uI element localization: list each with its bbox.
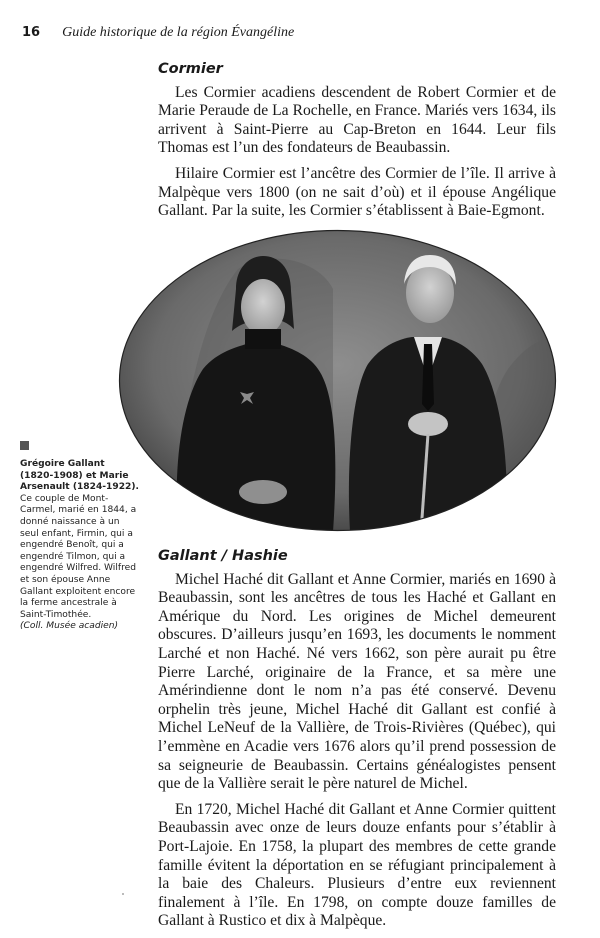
- section-heading-gallant: Gallant / Hashie: [158, 548, 288, 564]
- photo-caption: [20, 441, 140, 633]
- caption-title: Grégoire Gallant (1820-1908) et Marie Arsenault (1824-1922).: [20, 459, 139, 493]
- running-head: [22, 25, 294, 41]
- paragraph: Michel Haché dit Gallant et Anne Cormier, mariés en 1690 à Beaubassin, sont les ancêtres de tous les Haché et Gallant en Amérique du Nord. Les origines de Michel demeurent obscures. D’ailleurs jusqu’en 1693, les documents le nomment Larché et non Haché. Né vers 1662, son père aurait pu être Pierre Larché, originaire de la France, et sa mère une Amérindienne dont le nom n’a pas été conservé. Devenu orphelin très jeune, Michel Haché dit Gallant est confié à Michel LeNeuf de la Vallière, de Trois-Rivières (Québec), qui l’emmène en Acadie vers 1676 alors qu’il prend possession de sa seigneurie de Beaubassin. Certains généalogistes pensent que de la Vallière serait le père naturel de Michel.: [158, 570, 556, 793]
- caption-marker: [20, 441, 29, 450]
- paragraph: Hilaire Cormier est l’ancêtre des Cormier de l’île. Il arrive à Malpèque vers 1800 (on ne sait d’où) et il épouse Angélique Gallant. Par la suite, les Cormier s’établissent à Baie-Egmont.: [158, 164, 556, 220]
- caption-body: Ce couple de Mont-Carmel, marié en 1844, a donné naissance à un seul enfant, Firmin, qui a engendré Benoît, qui a engendré Tilmon, qui a engendré Wilfred. Wilfred et son épouse Anne Gallant exploitent encore la ferme ancestrale à Saint-Timothée.: [20, 493, 137, 620]
- book-title: Guide historique de la région Évangéline: [62, 25, 295, 40]
- portrait-photo: [118, 229, 557, 532]
- section-gallant: [158, 547, 556, 938]
- paragraph: En 1720, Michel Haché dit Gallant et Anne Cormier quittent Beaubassin avec onze de leurs douze enfants pour s’établir à Port-Lajoie. En 1758, la plupart des membres de cette grande famille évitent la déportation en se réfugiant principalement à la baie des Chaleurs. Plusieurs d’entre eux reviennent finalement à l’île. En 1798, on compte douze familles de Gallant à Rustico et dix à Malpèque.: [158, 800, 556, 930]
- section-heading-cormier: Cormier: [158, 61, 223, 77]
- caption-credit: (Coll. Musée acadien): [20, 621, 119, 632]
- section-cormier: [158, 60, 556, 228]
- paragraph: Les Cormier acadiens descendent de Robert Cormier et de Marie Peraude de La Rochelle, en France. Mariés vers 1634, ils arrivent à Saint-Pierre au Cap-Breton en 1644. Leur fils Thomas est l’un des fondateurs de Beaubassin.: [158, 83, 556, 157]
- page-number: 16: [22, 25, 41, 40]
- printer-speck: [122, 893, 124, 895]
